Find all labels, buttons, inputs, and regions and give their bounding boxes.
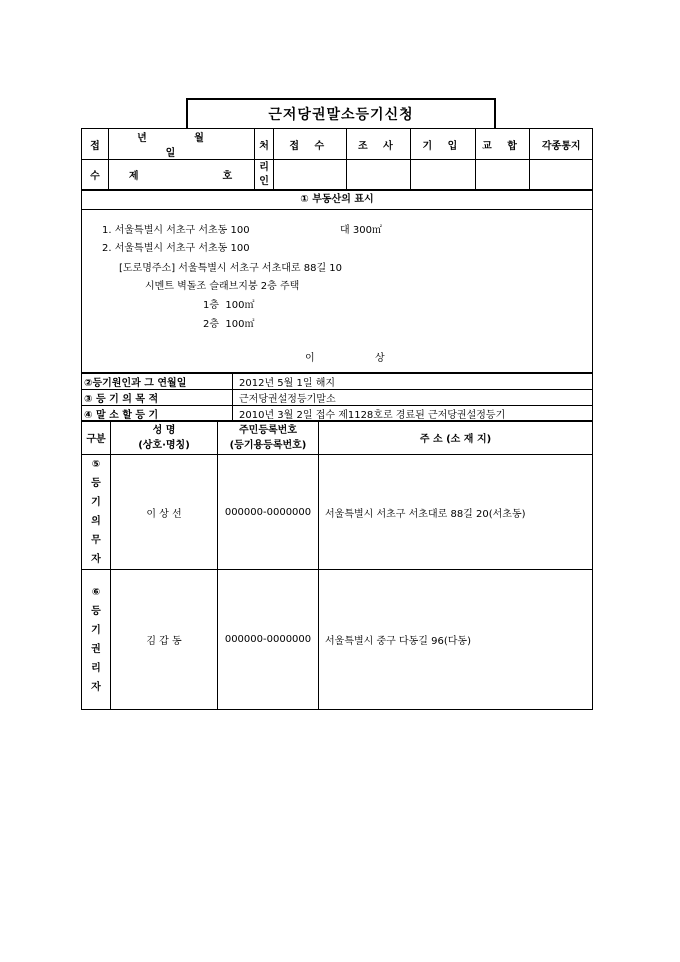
purpose-label: ③ 등 기 의 목 적 — [82, 390, 233, 406]
holder-label — [82, 570, 111, 710]
obligor-name: 이 상 선 — [111, 455, 218, 570]
holder-label-c0: ⑥ — [91, 586, 101, 598]
holder-label-c4: 리 — [91, 662, 101, 674]
receipt-cheo: 처 — [255, 129, 274, 160]
receipt-jeop: 접 — [82, 129, 109, 160]
header-gubun: 구분 — [82, 421, 111, 455]
holder-label-c3: 권 — [91, 643, 101, 655]
header-id — [218, 421, 319, 455]
receipt-in: 인 — [259, 175, 269, 187]
property-section — [81, 190, 593, 373]
receipt-giip-blank — [411, 160, 476, 190]
receipt-col-jeopsu: 접 수 — [274, 129, 347, 160]
header-id-line2: (등기용등록번호) — [229, 439, 307, 451]
receipt-tongji-blank — [530, 160, 593, 190]
holder-label-c5: 자 — [91, 681, 101, 693]
receipt-col-josa: 조 사 — [346, 129, 411, 160]
holder-label-c1: 등 — [91, 605, 101, 617]
receipt-table — [81, 128, 593, 190]
document-title: 근저당권말소등기신청 — [186, 98, 496, 128]
receipt-col-tongji: 각종통지 — [530, 129, 593, 160]
holder-name: 김 갑 동 — [111, 570, 218, 710]
cancel-value: 2010년 3월 2일 접수 제1128호로 경료된 근저당권설정등기 — [233, 406, 593, 422]
receipt-number-cell — [108, 160, 254, 190]
header-name-line2: (상호·명칭) — [138, 439, 190, 451]
cause-label: ②등기원인과 그 연월일 — [82, 374, 233, 390]
purpose-value: 근저당권설정등기말소 — [233, 390, 593, 406]
receipt-ri-in — [255, 160, 274, 190]
obligor-address: 서울특별시 서초구 서초대로 88길 20(서초동) — [319, 455, 593, 570]
property-end-sang: 상 — [375, 353, 385, 364]
header-name — [111, 421, 218, 455]
property-end-i: 이 — [305, 353, 315, 364]
header-name-line1: 성 명 — [152, 424, 176, 436]
obligor-label — [82, 455, 111, 570]
header-id-line1: 주민등록번호 — [239, 424, 297, 436]
receipt-col-gyohap: 교 합 — [475, 129, 530, 160]
obligor-label-c4: 무 — [91, 535, 101, 546]
property-building: 시멘트 벽돌조 슬래브지붕 2층 주택 — [145, 281, 300, 292]
property-heading: ① 부동산의 표시 — [82, 191, 592, 210]
receipt-su: 수 — [82, 160, 109, 190]
cancel-label: ④ 말 소 할 등 기 — [82, 406, 233, 422]
receipt-jeopsu-blank — [274, 160, 347, 190]
holder-label-c2: 기 — [91, 624, 101, 636]
obligor-label-c3: 의 — [91, 516, 101, 527]
receipt-col-giip: 기 입 — [411, 129, 476, 160]
holder-id: 000000-0000000 — [218, 570, 319, 710]
receipt-gyohap-blank — [475, 160, 530, 190]
property-floor1: 1층 100㎡ — [203, 300, 255, 311]
header-address: 주 소 (소 재 지) — [319, 421, 593, 455]
obligor-label-c2: 기 — [91, 497, 101, 508]
parties-table — [81, 420, 593, 710]
receipt-number-ho: 호 — [222, 171, 233, 182]
property-line1-area: 대 300㎡ — [340, 225, 382, 236]
holder-address: 서울특별시 중구 다동길 96(다동) — [319, 570, 593, 710]
receipt-number-je: 제 — [128, 171, 139, 182]
obligor-id: 000000-0000000 — [218, 455, 319, 570]
receipt-date-label: 년 월 일 — [108, 129, 254, 160]
obligor-label-c0: ⑤ — [91, 459, 101, 470]
obligor-label-c1: 등 — [91, 478, 101, 489]
property-line1: 1. 서울특별시 서초구 서초동 100 — [102, 225, 250, 236]
property-road-address: [도로명주소] 서울특별시 서초구 서초대로 88길 10 — [119, 263, 343, 274]
property-floor2: 2층 100㎡ — [203, 319, 255, 330]
property-line2: 2. 서울특별시 서초구 서초동 100 — [102, 243, 250, 254]
obligor-label-c5: 자 — [91, 554, 101, 565]
receipt-josa-blank — [346, 160, 411, 190]
registration-info-table — [81, 373, 593, 422]
cause-value: 2012년 5월 1일 해지 — [233, 374, 593, 390]
receipt-ri: 리 — [259, 161, 269, 173]
